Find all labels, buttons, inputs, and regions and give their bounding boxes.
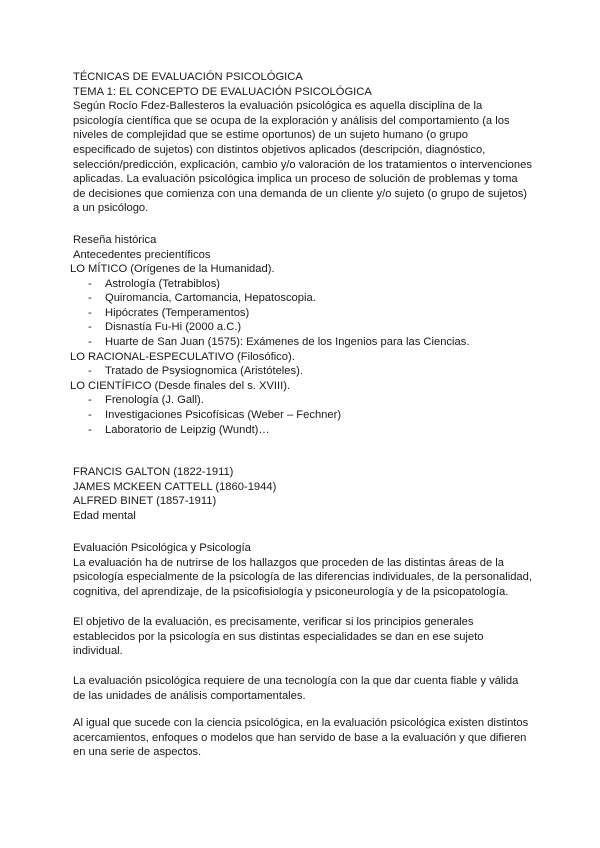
bullet-dash: -	[88, 423, 92, 436]
paragraph-line: El objetivo de la evaluación, es precisamente, verificar si los principios generales	[73, 616, 474, 628]
paragraph-line: cognitiva, del aprendizaje, de la psicofisiología y psiconeurología y de la psicopatología.	[73, 585, 509, 598]
category-cientifico: LO CIENTÍFICO (Desde finales del s. XVIII).	[70, 379, 291, 392]
bullet-dash: -	[88, 408, 92, 421]
intro-line: selección/predicción, explicación, cambio y/o valoración de los tratamientos o intervenciones	[73, 158, 532, 171]
list-item	[70, 423, 530, 438]
history-heading: Reseña histórica	[73, 234, 157, 246]
intro-line: psicología científica que se ocupa de la exploración y análisis del comportamiento (a los	[73, 114, 510, 127]
history-subheading: Antecedentes precientíficos	[73, 248, 211, 261]
section-heading: Evaluación Psicológica y Psicología	[73, 542, 251, 554]
list-item-text: Investigaciones Psicofísicas (Weber – Fechner)	[105, 408, 342, 421]
category-racional: LO RACIONAL-ESPECULATIVO (Filosófico).	[70, 350, 295, 363]
bullet-dash: -	[88, 277, 92, 290]
section-evaluacion-psicologia	[73, 541, 533, 599]
list-item-text: Hipócrates (Temperamentos)	[105, 306, 250, 319]
list-item	[70, 335, 530, 350]
title-block	[73, 70, 533, 216]
list-item-text: Laboratorio de Leipzig (Wundt)…	[105, 423, 270, 436]
intro-line: Según Rocío Fdez-Ballesteros la evaluación psicológica es aquella disciplina de la	[73, 100, 483, 113]
paragraph-line: acercamientos, enfoques o modelos que han servido de base a la evaluación y que difieren	[73, 731, 527, 744]
paragraph-line: establecidos por la psicología en sus distintas especialidades se dan en ese sujeto	[73, 630, 484, 643]
paragraph-enfoques	[73, 716, 533, 760]
list-item-text: Quiromancia, Cartomancia, Hepatoscopia.	[105, 292, 316, 305]
paragraph-line: individual.	[73, 645, 123, 658]
figure-cattell: JAMES MCKEEN CATTELL (1860-1944)	[73, 480, 277, 493]
paragraph-line: La evaluación ha de nutrirse de los hallazgos que proceden de las distintas áreas de la	[73, 556, 505, 569]
intro-line: niveles de complejidad que se estime oportunos) de un sujeto humano (o grupo	[73, 129, 468, 142]
figure-edad-mental: Edad mental	[73, 509, 136, 522]
list-item-text: Huarte de San Juan (1575): Exámenes de los Ingenios para las Ciencias.	[105, 335, 470, 348]
category-mitico: LO MÍTICO (Orígenes de la Humanidad).	[70, 263, 275, 275]
list-item	[70, 364, 530, 379]
paragraph-tecnologia	[73, 674, 533, 703]
list-item	[70, 291, 530, 306]
paragraph-line: en una serie de aspectos.	[73, 746, 202, 759]
paragraph-objetivo	[73, 615, 533, 659]
history-section	[73, 233, 533, 262]
paragraph-line: psicología especialmente de la psicología de las diferencias individuales, de la personalidad,	[73, 571, 532, 584]
figures-section	[73, 465, 533, 523]
list-item	[70, 393, 530, 408]
bullet-dash: -	[88, 335, 92, 348]
bullet-dash: -	[88, 394, 92, 407]
list-item	[70, 277, 530, 292]
intro-line: especificado de sujetos) con distintos objetivos aplicados (descripción, diagnóstico,	[73, 143, 486, 156]
list-item	[70, 320, 530, 335]
list-item-text: Astrología (Tetrabiblos)	[105, 277, 221, 290]
list-item-text: Tratado de Psysiognomica (Aristóteles).	[105, 365, 303, 378]
list-item	[70, 306, 530, 321]
intro-line: a un psicólogo.	[73, 202, 149, 215]
list-item-text: Frenología (J. Gall).	[105, 394, 204, 407]
intro-line: aplicadas. La evaluación psicológica implica un proceso de solución de problemas y toma	[73, 173, 518, 186]
list-item-text: Disnastía Fu-Hi (2000 a.C.)	[105, 321, 242, 334]
bullet-dash: -	[88, 365, 92, 378]
paragraph-line: Al igual que sucede con la ciencia psicológica, en la evaluación psicológica existen distintos	[73, 717, 529, 729]
list-item	[70, 408, 530, 423]
intro-line: de decisiones que comienza con una demanda de un cliente y/o sujeto (o grupo de sujetos)	[73, 187, 528, 200]
figure-binet: ALFRED BINET (1857-1911)	[73, 495, 217, 508]
figure-galton: FRANCIS GALTON (1822-1911)	[73, 466, 234, 478]
bullet-dash: -	[88, 292, 92, 305]
paragraph-line: La evaluación psicológica requiere de una tecnología con la que dar cuenta fiable y válida	[73, 675, 519, 687]
bullet-dash: -	[88, 306, 92, 319]
document-subtitle: TEMA 1: EL CONCEPTO DE EVALUACIÓN PSICOLÓGICA	[73, 85, 372, 98]
bullet-dash: -	[88, 321, 92, 334]
paragraph-line: de las unidades de análisis comportamentales.	[73, 689, 306, 702]
history-list	[70, 262, 530, 437]
document-title: TÉCNICAS DE EVALUACIÓN PSICOLÓGICA	[73, 71, 303, 83]
